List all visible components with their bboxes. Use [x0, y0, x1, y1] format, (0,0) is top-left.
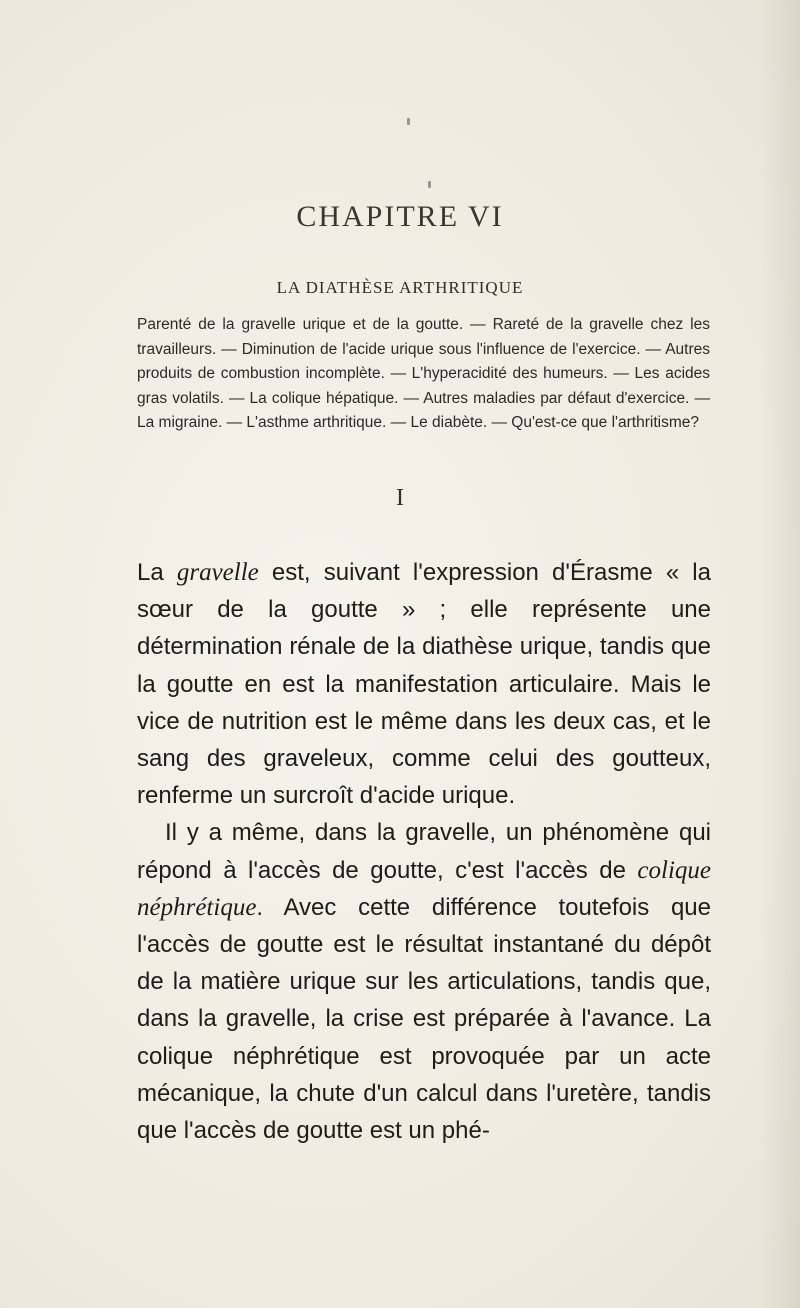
- text-run: est, suivant l'expression d'Érasme « la sœur de la goutte » ; elle représente une détermination rénale de la diathèse urique, tandis que la goutte en est la manifestation articulaire. Mais le vice de nutrition est le même dans les deux cas, et le sang des graveleux, comme celui des goutteux, renferme un surcroît d'acide urique.: [137, 559, 711, 810]
- chapter-title: CHAPITRE VI: [296, 200, 504, 233]
- emphasis-colique: colique néphrétique: [137, 856, 711, 921]
- body-text: [137, 554, 711, 1149]
- paragraph: [137, 554, 711, 814]
- chapter-subtitle: LA DIATHÈSE ARTHRITIQUE: [276, 278, 524, 297]
- section-number: I: [396, 485, 404, 511]
- paragraph: [137, 814, 711, 1149]
- page-edge-shadow: [760, 0, 800, 1308]
- print-speck: [428, 181, 431, 188]
- text-run: Il y a même, dans la gravelle, un phénomène qui répond à l'accès de goutte, c'est l'accès de: [137, 819, 711, 884]
- text-run: . Avec cette différence toutefois que l'accès de goutte est le résultat instantané du dépôt de la matière urique sur les articulations, tandis que, dans la gravelle, la crise est préparée à l'avance. La colique néphrétique est provoquée par un acte mécanique, la chute d'un calcul dans l'uretère, tandis que l'accès de goutte est un phé-: [137, 893, 711, 1145]
- chapter-summary: Parenté de la gravelle urique et de la goutte. — Rareté de la gravelle chez les travailleurs. — Diminution de l'acide urique sous l'influence de l'exercice. — Autres produits de combustion incomplète. — L'hyperacidité des humeurs. — Les acides gras volatils. — La colique hépatique. — Autres maladies par défaut d'exercice. — La migraine. — L'asthme arthritique. — Le diabète. — Qu'est-ce que l'arthritisme?: [137, 316, 710, 431]
- emphasis-gravelle: gravelle: [176, 559, 259, 586]
- print-speck: [407, 118, 410, 125]
- text-run: La: [137, 559, 177, 586]
